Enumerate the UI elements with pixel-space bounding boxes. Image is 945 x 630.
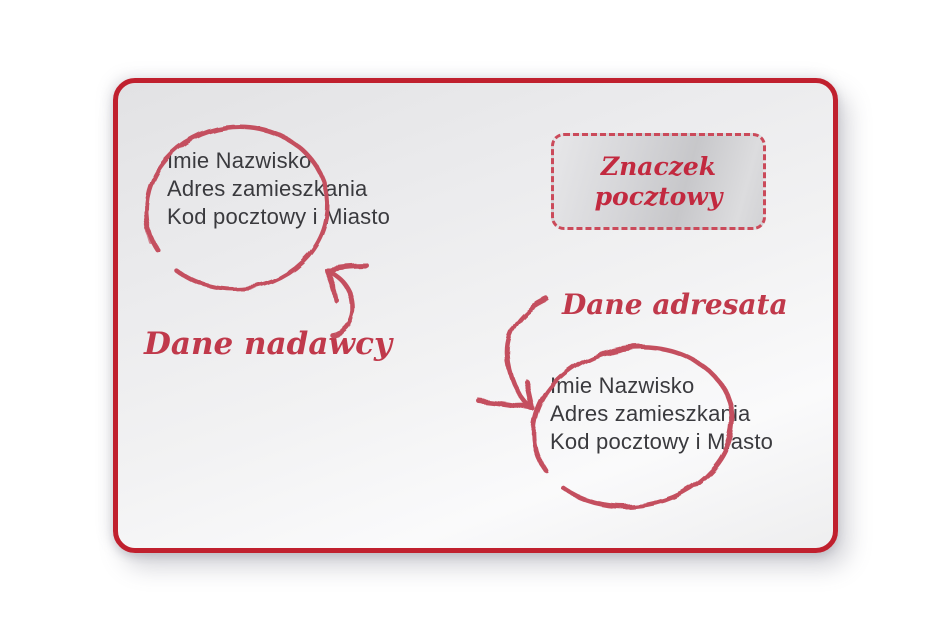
addressee-arrow-icon	[479, 299, 547, 409]
envelope	[113, 78, 838, 553]
sender-arrow-icon	[327, 266, 367, 335]
addressee-address-line-1: Imie Nazwisko	[550, 373, 695, 398]
addressee-data-label: Dane adresata	[562, 288, 788, 321]
stamp-label-line-2: pocztowy	[594, 181, 723, 211]
addressee-address-line-2: Adres zamieszkania	[550, 401, 751, 426]
sender-data-label: Dane nadawcy	[144, 326, 392, 362]
stamp-label-line-1: Znaczek	[600, 151, 717, 181]
addressee-address-line-3: Kod pocztowy i Miasto	[550, 429, 774, 454]
sender-address-line-2: Adres zamieszkania	[167, 176, 368, 201]
addressee-address-block	[550, 372, 773, 456]
sender-address-block	[167, 147, 390, 231]
stamp-placeholder-box	[551, 133, 766, 230]
sender-circle-overlap-stroke	[146, 182, 152, 243]
sender-address-line-1: Imie Nazwisko	[167, 148, 312, 173]
sender-address-line-3: Kod pocztowy i Miasto	[167, 204, 391, 229]
